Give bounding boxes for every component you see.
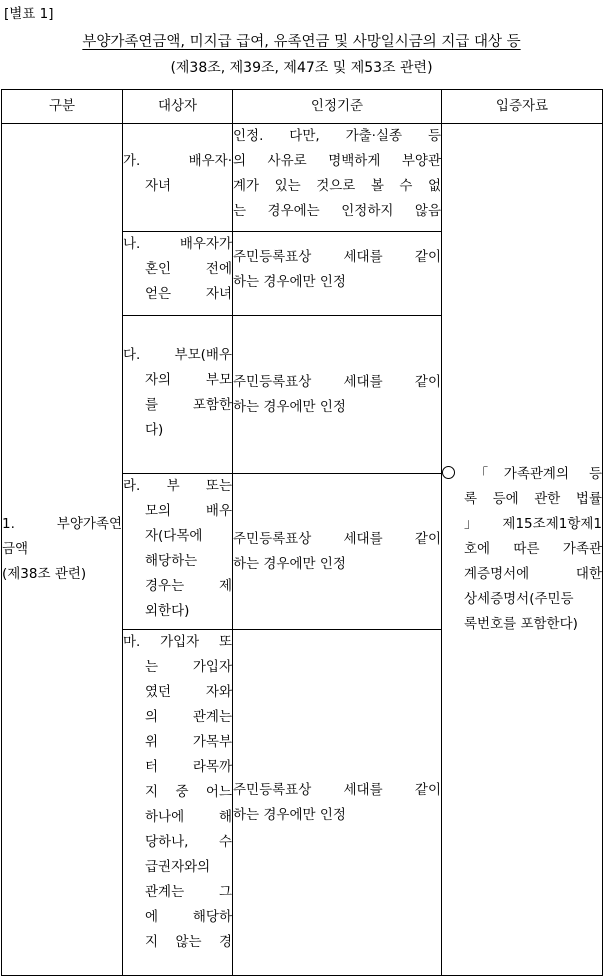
criteria-line: 하는 경우에만 인정 xyxy=(233,398,346,415)
target-line: 터 라목까 xyxy=(145,759,232,775)
target-cell xyxy=(123,232,233,316)
criteria-line: 는 경우에는 인정하지 않음 xyxy=(233,203,441,219)
criteria-line: 하는 경우에만 인정 xyxy=(233,555,346,572)
target-line: 자녀 xyxy=(145,178,172,194)
category-line: (제38조 관련) xyxy=(2,566,87,582)
target-line: 다) xyxy=(145,422,164,438)
category-cell xyxy=(2,124,123,976)
target-line: 였던 자와 xyxy=(145,684,232,700)
criteria-line: 하는 경우에만 인정 xyxy=(233,274,346,290)
criteria-line: 주민등록표상 세대를 같이 xyxy=(233,530,441,547)
annex-label: [별표 1] xyxy=(4,6,54,22)
target-line: 당하나, 수 xyxy=(145,834,232,850)
target-line: 외한다) xyxy=(145,603,190,619)
criteria-cell xyxy=(233,474,442,630)
category-line: 금액 xyxy=(2,541,29,557)
evidence-line: 록번호를 포함한다) xyxy=(464,616,578,632)
evidence-line: 계증명서에 대한 xyxy=(464,566,602,582)
target-line: 나. 배우자가 xyxy=(123,236,232,252)
eligibility-table xyxy=(1,89,603,976)
document-title: 부양가족연금액, 미지급 급여, 유족연금 및 사망일시금의 지급 대상 등 xyxy=(82,34,521,50)
evidence-line: 」 제15조제1항제1 xyxy=(464,516,602,532)
target-line: 지 않는 경 xyxy=(145,934,232,950)
target-line: 관계는 그 xyxy=(145,884,232,900)
target-line: 자(다목에 xyxy=(145,528,203,544)
evidence-line: 상세증명서(주민등 xyxy=(464,591,574,607)
criteria-line: 계가 있는 것으로 볼 수 없 xyxy=(233,178,441,194)
evidence-line: 호에 따른 가족관 xyxy=(464,541,602,557)
target-line: 마. 가입자 또 xyxy=(123,634,232,650)
target-cell xyxy=(123,630,233,976)
criteria-line: 하는 경우에만 인정 xyxy=(233,806,346,823)
target-line: 지 중 어느 xyxy=(145,784,232,800)
header-criteria: 인정기준 xyxy=(233,90,442,124)
target-line: 급권자와의 xyxy=(145,859,211,875)
table-row xyxy=(2,124,603,232)
target-line: 를 포함한 xyxy=(145,397,232,413)
target-line: 혼인 전에 xyxy=(145,261,232,277)
target-line: 라. 부 또는 xyxy=(123,478,232,494)
criteria-line: 주민등록표상 세대를 같이 xyxy=(233,373,441,390)
target-line: 얻은 자녀 xyxy=(145,286,232,302)
evidence-line: 「가족관계의 등 xyxy=(442,462,602,487)
table-header-row xyxy=(2,90,603,124)
target-cell xyxy=(123,124,233,232)
target-line: 다. 부모(배우 xyxy=(123,347,232,363)
target-line: 에 해당하 xyxy=(145,909,232,925)
criteria-line: 인정. 다만, 가출·실종 등 xyxy=(233,128,441,144)
target-line: 해당하는 xyxy=(145,553,198,569)
evidence-cell xyxy=(442,124,603,976)
header-evidence: 입증자료 xyxy=(442,90,603,124)
target-line: 위 가목부 xyxy=(145,734,232,750)
target-line: 자의 부모 xyxy=(145,372,232,388)
target-cell xyxy=(123,474,233,630)
criteria-line: 의 사유로 명백하게 부양관 xyxy=(233,153,441,169)
criteria-cell xyxy=(233,630,442,976)
target-line: 경우는 제 xyxy=(145,578,232,594)
document-subtitle: (제38조, 제39조, 제47조 및 제53조 관련) xyxy=(170,60,433,76)
target-cell xyxy=(123,316,233,474)
criteria-cell xyxy=(233,232,442,316)
criteria-line: 주민등록표상 세대를 같이 xyxy=(233,249,441,265)
header-category: 구분 xyxy=(2,90,123,124)
target-line: 모의 배우 xyxy=(145,503,232,519)
category-line: 1. 부양가족연 xyxy=(2,516,122,532)
circle-bullet-icon xyxy=(442,466,455,479)
target-line: 의 관계는 xyxy=(145,709,232,725)
target-line: 하나에 해 xyxy=(145,809,232,825)
criteria-cell xyxy=(233,124,442,232)
criteria-line: 주민등록표상 세대를 같이 xyxy=(233,781,441,798)
evidence-line: 록 등에 관한 법률 xyxy=(464,491,602,507)
target-line: 가. 배우자· xyxy=(123,153,232,169)
header-target: 대상자 xyxy=(123,90,233,124)
criteria-cell xyxy=(233,316,442,474)
target-line: 는 가입자 xyxy=(145,659,232,675)
